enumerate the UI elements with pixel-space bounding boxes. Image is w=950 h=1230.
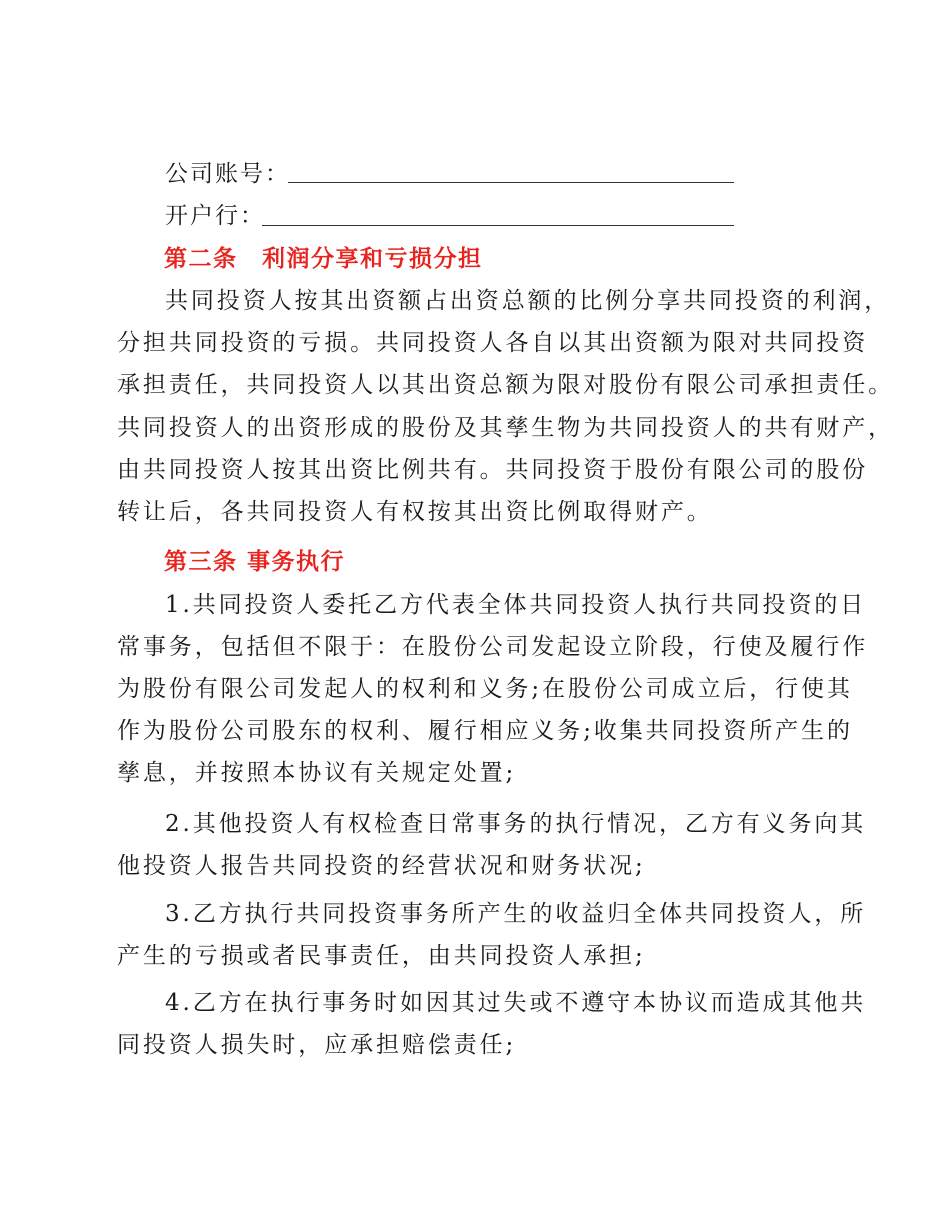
article-3-item-2-line: 2.其他投资人有权检查日常事务的执行情况，乙方有义务向其	[165, 811, 867, 837]
article-3-item-1-line: 孳息，并按照本协议有关规定处置;	[117, 760, 517, 786]
article-2-line: 分担共同投资的亏损。共同投资人各自以其出资额为限对共同投资	[117, 330, 869, 356]
article-3-item-1-line: 作为股份公司股东的权利、履行相应义务;收集共同投资所产生的	[117, 718, 853, 744]
bank-blank	[262, 225, 734, 226]
article-3-item-1-line: 1.共同投资人委托乙方代表全体共同投资人执行共同投资的日	[165, 592, 867, 618]
article-3-item-3-line: 产生的亏损或者民事责任，由共同投资人承担;	[117, 943, 646, 969]
article-3-item-4-line: 4.乙方在执行事务时如因其过失或不遵守本协议而造成其他共	[165, 990, 867, 1016]
account-number-label: 公司账号：	[165, 161, 290, 187]
article-3-item-1-line: 常事务，包括但不限于：在股份公司发起设立阶段，行使及履行作	[117, 634, 869, 660]
account-number-blank	[288, 182, 734, 183]
bank-label: 开户行：	[165, 203, 265, 229]
article-3-heading: 第三条 事务执行	[164, 549, 346, 575]
article-3-item-4-line: 同投资人损失时，应承担赔偿责任;	[117, 1032, 517, 1058]
article-2-line: 由共同投资人按其出资比例共有。共同投资于股份有限公司的股份	[117, 457, 869, 483]
article-2-line: 承担责任，共同投资人以其出资总额为限对股份有限公司承担责任。	[117, 372, 894, 398]
article-2-line: 共同投资人按其出资额占出资总额的比例分享共同投资的利润，	[165, 288, 891, 314]
article-3-item-3-line: 3.乙方执行共同投资事务所产生的收益归全体共同投资人，所	[165, 901, 867, 927]
article-2-heading: 第二条 利润分享和亏损分担	[164, 246, 483, 272]
article-3-item-1-line: 为股份有限公司发起人的权利和义务;在股份公司成立后，行使其	[117, 676, 853, 702]
article-2-line: 共同投资人的出资形成的股份及其孳生物为共同投资人的共有财产，	[117, 415, 894, 441]
article-2-line: 转让后，各共同投资人有权按其出资比例取得财产。	[117, 499, 713, 525]
article-3-item-2-line: 他投资人报告共同投资的经营状况和财务状况;	[117, 853, 646, 879]
